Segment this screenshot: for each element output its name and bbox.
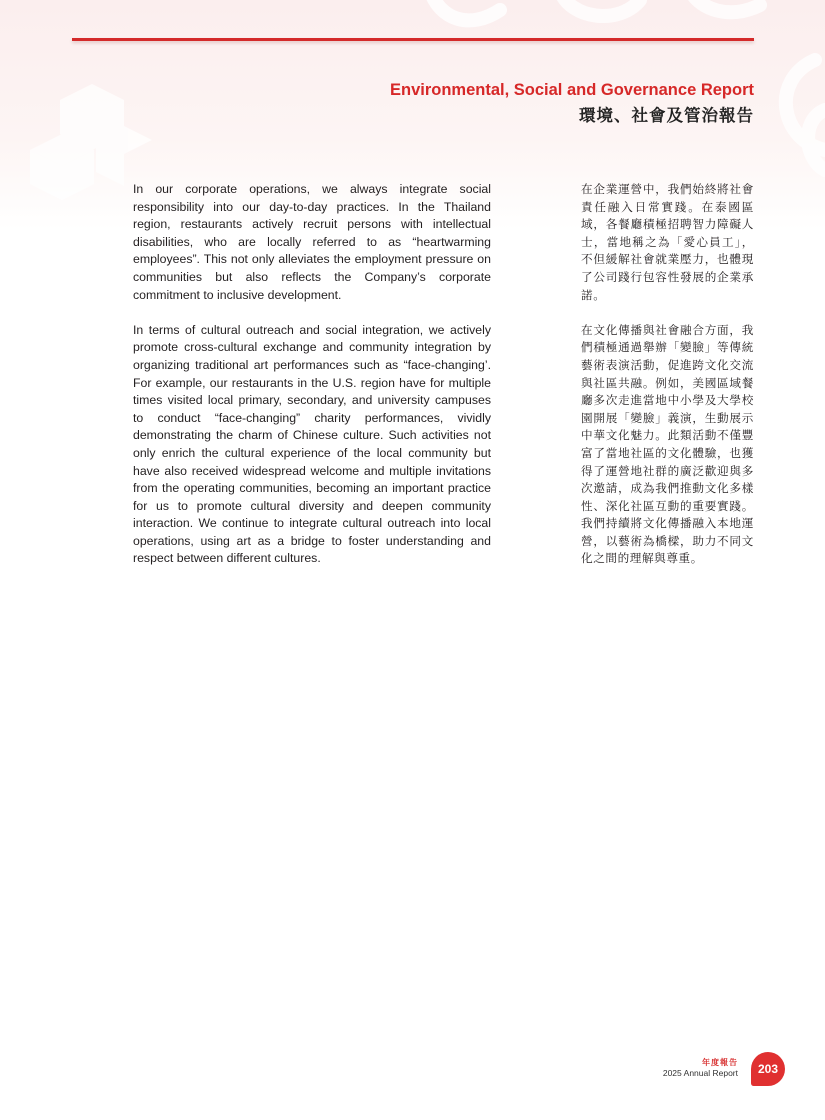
page-header [390, 80, 754, 127]
english-paragraph-2: In terms of cultural outreach and social integration, we actively promote cross-cultural exchange and community integration by organizing traditional art performances such as “face-changing’. For example, our restaurants in the U.S. region have for multiple times visited local primary, secondary, and university campuses to conduct “face-changing” charity performances, vividly demonstrating the charm of Chinese culture. Such activities not only enrich the cultural experience of the local community but have also received widespread welcome and multiple invitations from the operating communities, becoming an important practice for us to promote cultural diversity and deepen community interaction. We continue to integrate cultural outreach into local operations, using art as a bridge to foster understanding and respect between different cultures. [133, 322, 491, 566]
chinese-paragraph-2: 在文化傳播與社會融合方面，我們積極通過舉辦「變臉」等傳統藝術表演活動，促進跨文化交流與社區共融。例如，美國區域餐廳多次走進當地中小學及大學校園開展「變臉」義演，生動展示中華文化魅力。此類活動不僅豐富了當地社區的文化體驗，也獲得了運營地社群的廣泛歡迎與多次邀請，成為我們推動文化多樣性、深化社區互動的重要實踐。我們持續將文化傳播融入本地運營，以藝術為橋樑，助力不同文化之間的理解與尊重。 [581, 322, 754, 566]
page-footer [663, 1057, 738, 1079]
chinese-column [581, 181, 754, 586]
english-column [133, 181, 491, 586]
footer-label-english: 2025 Annual Report [662, 1068, 738, 1078]
page-number-badge: 203 [751, 1052, 785, 1086]
report-title-chinese: 環境、社會及管治報告 [579, 106, 754, 125]
top-divider [72, 38, 754, 41]
footer-label-chinese: 年度報告 [702, 1058, 738, 1067]
english-paragraph-1: In our corporate operations, we always integrate social responsibility into our day-to-day practices. In the Thailand region, restaurants actively recruit persons with intellectual disabilities, who are locally referred to as “heartwarming employees”. This not only alleviates the employment pressure on communities but also reflects the Company’s corporate commitment to inclusive development. [133, 182, 491, 302]
chinese-paragraph-1: 在企業運營中，我們始終將社會責任融入日常實踐。在泰國區域，各餐廳積極招聘智力障礙人士，當地稱之為「愛心員工」，不但緩解社會就業壓力，也體現了公司踐行包容性發展的企業承諾。 [581, 182, 754, 302]
report-title-english: Environmental, Social and Governance Report [389, 81, 754, 99]
